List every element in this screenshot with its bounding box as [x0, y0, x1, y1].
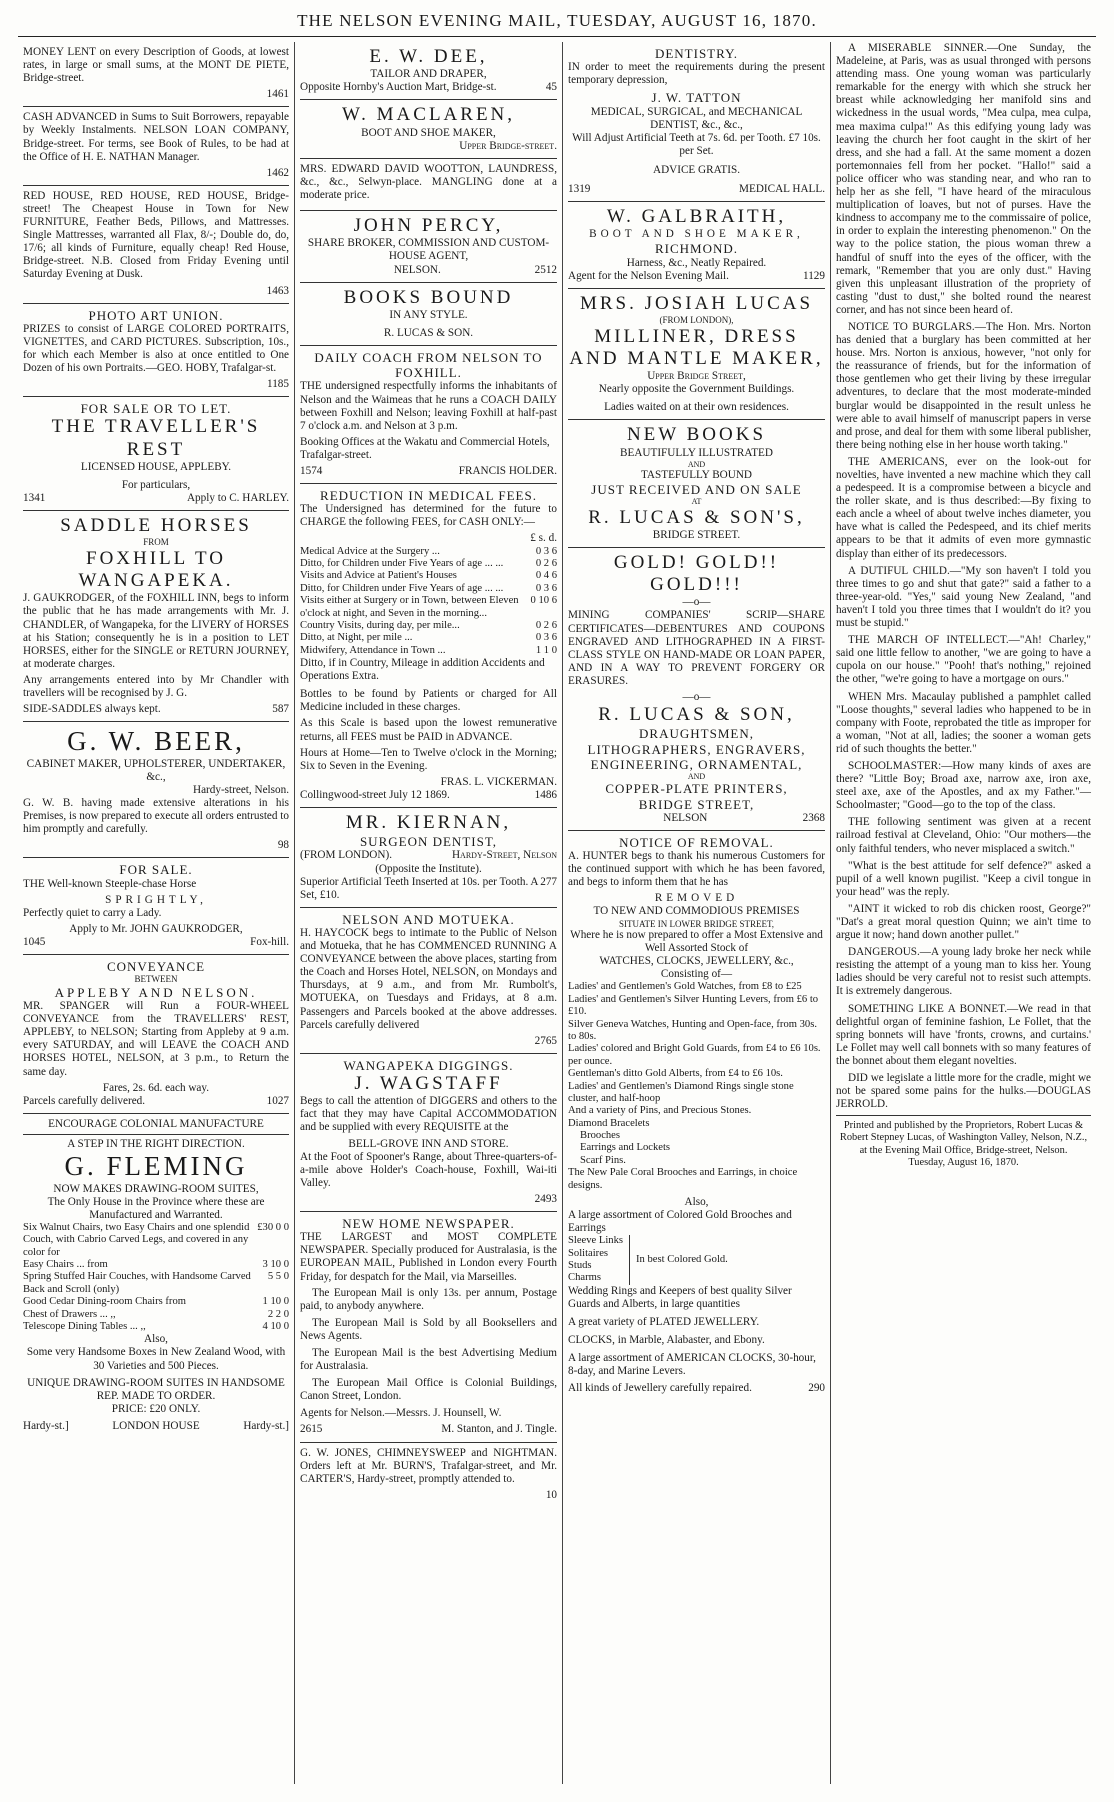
fee-row: Visits and Advice at Patient's Houses 0 4 6 [300, 570, 557, 582]
ad-cash-advanced: CASH ADVANCED in Sums to Suit Borrowers, repayable by Weekly Instalments. NELSON LOAN COMPANY, Bridge-street. For terms, see Book of Rules, to be had at the Office of H. E. NATHAN Manager. 1462 [23, 107, 289, 185]
ad-gw-beer: G. W. BEER, CABINET MAKER, UPHOLSTERER, UNDERTAKER, &c., Hardy-street, Nelson. G. W. B. having made extensive alterations in his Premises, is now prepared to execute all orders entrusted to him promptly and carefully. 98 [23, 722, 289, 858]
article-paragraph: THE following sentiment was given at a recent railroad festival at Cleveland, Ohio: "Our mothers—the only faithful tenders, who never misplaced a switch." [836, 816, 1091, 855]
ad-medical-fees: REDUCTION IN MEDICAL FEES. The Undersigned has determined for the future to CHARGE the following FEES, for CASH ONLY:— £ s. d. Medical Advice at the Surgery ... 0 3 6 Ditto, for Children under Five Years of age ... ... 0 2 6 Visits and Advice at Patient's Houses 0 4 6 Ditto, for Children under Five Years of age ... ... 0 3 6 Visits either at Surgery or in Town, between Eleven o'clock at night, and Seven in the morning... 0 10 6 Country Visits, during day, per mile... 0 2 6 Ditto, at Night, per mile ... 0 3 6 Midwifery, Attendance in Town ... 1 1 0 Ditto, if in Country, Mileage in addition Accidents and Operations Extra. Bottles to be found by Patients or charged for All Medicine included in these charges. As this Scale is based upon the lowest remunerative returns, all FEES must be PAID in ADVANCE. Hours at Home—Ten to Twelve o'clock in the Morning; Six to Seven in the Evening. FRAS. L. VICKERMAN. Collingwood-street July 12 1869. 1486 [300, 484, 557, 808]
ad-wangapeka-diggings: WANGAPEKA DIGGINGS. J. WAGSTAFF Begs to call the attention of DIGGERS and others to the fact that they may have Capital ACCOMMODATION and be supplied with every REQUISITE at the BELL-GROVE INN AND STORE. At the Foot of Spooner's Range, about Three-quarters-of-a-mile above Holder's Coach-house, Foxhill, Wai-iti Valley. 2493 [300, 1054, 557, 1212]
article-paragraph: SOMETHING LIKE A BONNET.—We read in that delightful organ of feminine fashion, Le Follet, that the spring bonnets will have 'fronts, crowns, and curtains.' Le Follet may well call bonnets with so many features of the bonnet about them elegant novelties. [836, 1002, 1091, 1067]
ad-new-books: NEW BOOKS BEAUTIFULLY ILLUSTRATED AND TASTEFULLY BOUND JUST RECEIVED AND ON SALE AT R. LUCAS & SON'S, BRIDGE STREET. [568, 420, 825, 548]
fee-list [300, 546, 557, 658]
ad-heading: WANGAPEKA DIGGINGS. [343, 1057, 514, 1073]
ad-conveyance: CONVEYANCE BETWEEN APPLEBY AND NELSON. MR. SPANGER will Run a FOUR-WHEEL CONVEYANCE from the TRAVELLERS' REST, APPLEBY, to NELSON; Starting from Appleby at 9 a.m. every SATURDAY, and will LEAVE the COACH AND HORSES HOTEL, NELSON, at 3 p.m., to Return the same day. Fares, 2s. 6d. each way. Parcels carefully delivered. 1027 [23, 955, 289, 1114]
masthead: THE NELSON EVENING MAIL, TUESDAY, AUGUST 16, 1870. [18, 6, 1096, 37]
ad-books-bound: BOOKS BOUND IN ANY STYLE. R. LUCAS & SON. [300, 283, 557, 346]
ad-heading: PHOTO ART UNION. [88, 307, 224, 323]
ad-saddle-horses: SADDLE HORSES FROM FOXHILL TO WANGAPEKA. J. GAUKRODGER, of the FOXHILL INN, begs to inform the public that he has made arrangements with Mr. J. CHANDLER, of Wangapeka, for the LIVERY of HORSES at his Station; consequently he is in a position to LET HORSES, either for the SINGLE or RETURN JOURNEY, at moderate charges. Any arrangements entered into by Mr Chandler with travellers will be recognised by J. G. SIDE-SADDLES always kept. 587 [23, 511, 289, 722]
ad-w-galbraith: W. GALBRAITH, BOOT AND SHOE MAKER, RICHMOND. Harness, &c., Neatly Repaired. Agent for the Nelson Evening Mail. 1129 [568, 202, 825, 289]
article-paragraph: WHEN Mrs. Macaulay published a pamphlet called "Loose thoughts," several ladies who happened to be in company with Foote, reprobated the title as improper for a woman, "Not at all, ladies; the sooner a woman gets rid of such thoughts the better." [836, 690, 1091, 755]
list-item: Ladies' and Gentlemen's Gold Watches, from £8 to £25 [568, 981, 802, 993]
list-item: Brooches [580, 1130, 621, 1142]
column-3 [563, 42, 830, 1784]
ad-john-percy: JOHN PERCY, SHARE BROKER, COMMISSION AND CUSTOM-HOUSE AGENT, NELSON. 2512 [300, 211, 557, 283]
list-item: And a variety of Pins, and Precious Stones. [568, 1105, 752, 1117]
article-paragraph: DID we legislate a little more for the cradle, might we not be spared some pains for the hulks.—DOUGLAS JERROLD. [836, 1072, 1091, 1111]
ad-heading: DENTISTRY. [654, 46, 739, 61]
stock-list [568, 981, 825, 1192]
ad-gw-jones: G. W. JONES, CHIMNEYSWEEP and NIGHTMAN. Orders left at Mr. BURN'S, Trafalgar-street, and Mr. CARTER'S, Hardy-street, promptly attended to. 10 [300, 1446, 557, 1501]
ad-wootton: MRS. EDWARD DAVID WOOTTON, LAUNDRESS, &c., &c., Selwyn-place. MANGLING done at a moderate price. [300, 159, 557, 211]
article-paragraph: "AINT it wicked to rob dis chicken roost, George?" "Dat's a great moral question Quinn; we ain't time to argue it now; hand down another pullet." [836, 902, 1091, 942]
fee-row: Ditto, for Children under Five Years of age ... ... 0 3 6 [300, 582, 557, 594]
ad-new-home-newspaper: NEW HOME NEWSPAPER. THE LARGEST and MOST COMPLETE NEWSPAPER. Specially produced for Australasia, is the EUROPEAN MAIL, Published in London every Fourth Friday, for despatch for the Mail, via Marseilles. The European Mail is only 13s. per annum, Postage paid, to anybody anywhere. The European Mail is Sold by all Booksellers and News Agents. The European Mail is the best Advertising Medium for Australasia. The European Mail Office is Colonial Buildings, Canon Street, London. Agents for Nelson.—Messrs. J. Hounsell, W. 2615 M. Stanton, and J. Tingle. [300, 1212, 557, 1443]
list-item: Ladies' and Gentlemen's Diamond Rings single stone cluster, and half-hoop [568, 1080, 794, 1104]
list-item: Diamond Bracelets [568, 1117, 650, 1129]
ad-heading: NEW HOME NEWSPAPER. [342, 1216, 515, 1232]
column-2 [295, 42, 562, 1784]
ad-travellers-rest: FOR SALE OR TO LET. THE TRAVELLER'S REST LICENSED HOUSE, APPLEBY. For particulars, 1341 Apply to C. HARLEY. [23, 397, 289, 511]
list-item: Silver Geneva Watches, Hunting and Open-face, from 30s. to 80s. [568, 1018, 818, 1042]
list-item: Ladies' and Gentlemen's Silver Hunting Levers, from £6 to £10. [568, 993, 819, 1018]
ad-for-sale-horse: FOR SALE. THE Well-known Steeple-chase Horse SPRIGHTLY, Perfectly quiet to carry a Lady. Apply to Mr. JOHN GAUKRODGER, 1045 Fox-hill. [23, 858, 289, 955]
article-paragraph: "What is the best attitude for self defence?" asked a pupil of a well known pugilist. "Keep a civil tongue in your head" was the reply. [836, 859, 1091, 898]
ad-nelson-motueka: NELSON AND MOTUEKA. H. HAYCOCK begs to intimate to the Public of Nelson and Motueka, that he has COMMENCED RUNNING A CONVEYANCE between the above places, starting from the Coach and Horses Hotel, NELSON, on Mondays and Thursdays, at 9 a.m., and from Mr. Rumbolt's, MOTUEKA, on Tuesdays and Fridays, at 8 a.m. Passengers and Parcels booked at the above addresses. Parcels carefully delivered 2765 [300, 908, 557, 1054]
ad-daily-coach: DAILY COACH FROM NELSON TO FOXHILL. THE undersigned respectfully informs the inhabitants of Nelson and the Waimeas that he runs a COACH DAILY between Foxhill and Nelson; leaving Foxhill at half-past 7 o'clock a.m. and Nelson at 3 p.m. Booking Offices at the Wakatu and Commercial Hotels, Trafalgar-street. 1574 FRANCIS HOLDER. [300, 346, 557, 484]
ad-heading: FOR SALE. [119, 862, 193, 878]
column-1 [18, 42, 294, 1784]
article-paragraph: A DUTIFUL CHILD.—"My son haven't I told you three times to go and shut that gate?" said a father to a three-year-old. "Yes," said young New Zealand, "and haven't I told you three times that I wouldn't do it? you must be stupid." [836, 564, 1091, 630]
list-item: Ladies' colored and Bright Gold Guards, from £4 to £6 10s. per ounce. [568, 1043, 821, 1067]
price-row: Spring Stuffed Hair Couches, with Handsome Carved Back and Scroll (only) 5 5 0 [23, 1271, 289, 1295]
fee-row: Visits either at Surgery or in Town, between Eleven o'clock at night, and Seven in the morning... 0 10 6 [300, 595, 557, 619]
fee-row: Ditto, for Children under Five Years of age ... ... 0 2 6 [300, 557, 557, 569]
ad-ew-dee: E. W. DEE, TAILOR AND DRAPER, Opposite Hornby's Auction Mart, Bridge-st. 45 [300, 42, 557, 100]
ad-heading: REDUCTION IN MEDICAL FEES. [320, 488, 537, 504]
imprint: Printed and published by the Proprietors, Robert Lucas & Robert Stepney Lucas, of Washington Valley, Nelson, N.Z., at the Evening Mail Office, Bridge-street, Nelson. Tuesday, August 16, 1870. [836, 1115, 1091, 1169]
ad-money-lent: MONEY LENT on every Description of Goods, at lowest rates, in large or small sums, at the MONT DE PIETE, Bridge-street. 1461 [23, 42, 289, 107]
gold-group: Sleeve Links Solitaires Studs Charms In best Colored Gold. [568, 1235, 728, 1284]
ad-heading: NOTICE OF REMOVAL. [619, 834, 774, 850]
ad-heading: DAILY COACH FROM NELSON TO FOXHILL. [314, 350, 543, 381]
ad-red-house: RED HOUSE, RED HOUSE, RED HOUSE, Bridge-street! The Cheapest House in Town for New FURNITURE, Feather Beds, Pillows, and Mattresses. Single Mattresses, warranted all Flax, 8/-; Double do, do, 17/6; all kinds of Furniture, equally cheap! Red House, Bridge-street. N.B. Closed from Friday Evening until Saturday Evening at Dusk. 1463 [23, 186, 289, 304]
fee-row: Country Visits, during day, per mile... 0 2 6 [300, 619, 557, 631]
article-paragraph: A MISERABLE SINNER.—One Sunday, the Madeleine, at Paris, was as usual thronged with persons attending mass. One young woman was particularly remarkable for the energy with which she struck her breast while acknowledging her manifold sins and wickedness in the usual words, "Mea culpa, mea culpa, mea maxima culpa!" As this edifying young lady was leaving the church her foot caught in the skirt of her dress, and she had a fall. At the same moment a dozen portemonnaies fell from her pocket. "Hallo!" said a police officer who was standing near, and who ran to help her as she fell, "I have heard of the miraculous multiplication of loaves, but not of purses. Have the kindness to accompany me to the commissaire of police, in order to explain the interesting phenomenon." On the way to the police station, the pious woman threw a handful of snuff into the eyes of the officer, with the remark, "Remember that you are only dust." Having given this unpleasant illustration of the propriety of casting "dust to dust," she bolted round the nearest corner, and has not since been heard of. [836, 42, 1091, 316]
article-paragraph: NOTICE TO BURGLARS.—The Hon. Mrs. Norton has denied that a burglary has been committed at her house. Mrs. Norton is anxious, however, "not only for the reassurance of friends, but for the information of those gentlemen who get their living by these irregular adventures, to declare that the most moderate-minded burglar would be disappointed in the result unless he were able to avail himself of manuscript papers in verse and prose, and deal for them with some liberal publisher, there being nothing else in her house worth taking." [836, 320, 1091, 451]
ad-dentistry: DENTISTRY. IN order to meet the requirements during the present temporary depression, J. W. TATTON MEDICAL, SURGICAL, and MECHANICAL DENTIST, &c., &c., Will Adjust Artificial Teeth at 7s. 6d. per Tooth. £7 10s. per Set. ADVICE GRATIS. 1319 MEDICAL HALL. [568, 42, 825, 202]
fee-row: Midwifery, Attendance in Town ... 1 1 0 [300, 644, 557, 656]
article-paragraph: SCHOOLMASTER:—How many kinds of axes are there? "Little Boy; Broad axe, narrow axe, iron axe, steel axe, axe of the Apostles, and ax my Father."—Schoolmaster; "Good—go to the top of the class. [836, 759, 1091, 812]
list-item: Scarf Pins. [580, 1154, 626, 1166]
price-row: Telescope Dining Tables ... ,, 4 10 0 [23, 1320, 289, 1332]
list-item: The New Pale Coral Brooches and Earrings, in choice designs. [568, 1167, 798, 1191]
list-item: Gentleman's ditto Gold Alberts, from £4 to £6 10s. [568, 1068, 783, 1080]
fee-row: Ditto, at Night, per mile ... 0 3 6 [300, 632, 557, 644]
article-paragraph: DANGEROUS.—A young lady broke her neck while resisting the attempt of a young man to kiss her. Young ladies should be very careful not to resist such attempts. It is extremely dangerous. [836, 946, 1091, 998]
ad-heading: NELSON AND MOTUEKA. [342, 911, 515, 927]
ad-heading: CONVEYANCE [106, 959, 206, 975]
ad-g-fleming: ENCOURAGE COLONIAL MANUFACTURE A STEP IN THE RIGHT DIRECTION. G. FLEMING NOW MAKES DRAWING-ROOM SUITES, The Only House in the Province where these are Manufactured and Warranted. Six Walnut Chairs, two Easy Chairs and one splendid Couch, with Cabrio Carved Legs, and covered in any color for £30 0 0 Easy Chairs ... from 3 10 0 Spring Stuffed Hair Couches, with Handsome Carved Back and Scroll (only) 5 5 0 Good Cedar Dining-room Chairs from 1 10 0 Chest of Drawers ... ,, 2 2 0 Telescope Dining Tables ... ,, 4 10 0 Also, Some very Handsome Boxes in New Zealand Wood, with 30 Varieties and 500 Pieces. UNIQUE DRAWING-ROOM SUITES IN HANDSOME REP. MADE TO ORDER. PRICE: £20 ONLY. Hardy-st.] LONDON HOUSE Hardy-st.] [23, 1117, 289, 1432]
article-paragraph: THE MARCH OF INTELLECT.—"Ah! Charley," said one little fellow to another, "we are going to have a cupola on our house." "Pooh! that's nothing," rejoined the other, "we're going to have a mortgage on ours." [836, 634, 1091, 686]
ad-heading: FOR SALE OR TO LET. [80, 401, 232, 417]
price-row: Six Walnut Chairs, two Easy Chairs and one splendid Couch, with Cabrio Carved Legs, and covered in any color for £30 0 0 [23, 1221, 289, 1258]
list-item: Earrings and Lockets [580, 1142, 671, 1154]
ad-mrs-josiah-lucas: MRS. JOSIAH LUCAS (FROM LONDON), MILLINER, DRESS AND MANTLE MAKER, Upper Bridge Street, Nearly opposite the Government Buildings. Ladies waited on at their own residences. [568, 289, 825, 420]
column-4 [831, 42, 1096, 1784]
ad-photo-art-union: PHOTO ART UNION. PRIZES to consist of LARGE COLORED PORTRAITS, VIGNETTES, and CARD PICTURES. Subscription, 10s., for which each Member is also at once entitled to One Dozen of his own Portraits.—GEO. HOBY, Trafalgar-st. 1185 [23, 304, 289, 398]
ad-notice-of-removal: NOTICE OF REMOVAL. A. HUNTER begs to thank his numerous Customers for the continued support with which he has been favored, and begs to inform them that he has REMOVED TO NEW AND COMMODIOUS PREMISES SITUATE IN LOWER BRIDGE STREET, Where he is now prepared to offer a Most Extensive and Well Assorted Stock of WATCHES, CLOCKS, JEWELLERY, &c., Consisting of— Ladies' and Gentlemen's Gold Watches, from £8 to £25 Ladies' and Gentlemen's Silver Hunting Levers, from £6 to £10. Silver Geneva Watches, Hunting and Open-face, from 30s. to 80s. Ladies' colored and Bright Gold Guards, from £4 to £6 10s. per ounce. Gentleman's ditto Gold Alberts, from £4 to £6 10s. Ladies' and Gentlemen's Diamond Rings single stone cluster, and half-hoop And a variety of Pins, and Precious Stones. Diamond Bracelets Brooches Earrings and Lockets Scarf Pins. The New Pale Coral Brooches and Earrings, in choice designs. Also, A large assortment of Colored Gold Brooches and Earrings Sleeve Links Solitaires Studs Charms In best Colored Gold. Wedding Rings and Keepers of best quality Silver Guards and Alberts, in large quantities A great variety of PLATED JEWELLERY. CLOCKS, in Marble, Alabaster, and Ebony. A large assortment of AMERICAN CLOCKS, 30-hour, 8-day, and Marine Levers. All kinds of Jewellery carefully repaired. 290 [568, 834, 825, 1395]
price-row: Easy Chairs ... from 3 10 0 [23, 1259, 289, 1270]
price-row: Chest of Drawers ... ,, 2 2 0 [23, 1308, 289, 1320]
article-paragraph: THE AMERICANS, ever on the look-out for novelties, have invented a new machine which they call a pedespeed. It is a compromise between a bicycle and the roller skate, and is thus described:—By fixing to each ancle a wheel of about twelve inches diameter, you have what is called the Pedespeed, and its chief merits appears to be that it admits of even more gymnastic display than either of its predecessors. [836, 455, 1091, 560]
price-row: Good Cedar Dining-room Chairs from 1 10 0 [23, 1296, 289, 1308]
ad-mr-kiernan: MR. KIERNAN, SURGEON DENTIST, (FROM LONDON). Hardy-Street, Nelson (Opposite the Institute). Superior Artificial Teeth Inserted at 10s. per Tooth. A Set, £10. 277 [300, 808, 557, 908]
ad-w-maclaren: W. MACLAREN, BOOT AND SHOE MAKER, Upper Bridge-street. [300, 100, 557, 158]
fee-row: Medical Advice at the Surgery ... 0 3 6 [300, 545, 557, 557]
ad-gold: GOLD! GOLD!! GOLD!!! —o— MINING COMPANIES' SCRIP—SHARE CERTIFICATES—DEBENTURES AND COUPONS ENGRAVED AND LITHOGRAPHED IN A FIRST-CLASS STYLE ON HAND-MADE OR LOAN PAPER, AND IN A WAY TO PREVENT FORGERY OR ERASURES. —o— R. LUCAS & SON, DRAUGHTSMEN, LITHOGRAPHERS, ENGRAVERS, ENGINEERING, ORNAMENTAL, AND COPPER-PLATE PRINTERS, BRIDGE STREET, NELSON 2368 [568, 548, 825, 831]
price-list [23, 1222, 289, 1334]
